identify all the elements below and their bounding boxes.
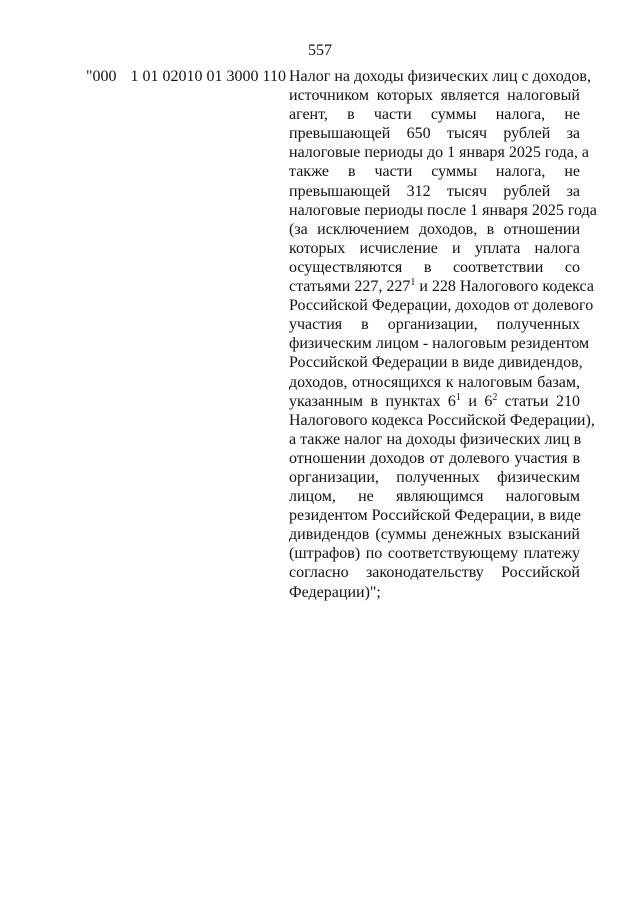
code-description [289, 67, 597, 602]
superscript: 2 [492, 391, 498, 403]
text-segment: и 228 Налогового кодекса [415, 278, 594, 296]
description-line: осуществляются в соответствии со [289, 258, 580, 276]
description-line: согласно законодательству Российской [289, 564, 580, 582]
text-segment: указанным в пунктах 6 [289, 392, 456, 410]
description-line: источником которых является налоговый [289, 87, 580, 105]
description-line: резидентом Российской Федерации, в виде [289, 507, 581, 525]
code-prefix: "000 [86, 68, 117, 85]
description-line: участия в организации, полученных [289, 316, 580, 334]
description-line: дивидендов (суммы денежных взысканий [289, 526, 580, 544]
description-line: (за исключением доходов, в отношении [289, 220, 580, 238]
description-line: Налогового кодекса Российской Федерации), [289, 411, 595, 429]
description-line: которых исчисление и уплата налога [289, 239, 580, 257]
description-line: физическим лицом - налоговым резидентом [289, 335, 590, 353]
description-line: налоговые периоды после 1 января 2025 года [289, 201, 597, 219]
description-line: доходов, относящихся к налоговым базам, [289, 373, 580, 391]
budget-code [86, 67, 286, 86]
description-line: агент, в части суммы налога, не [289, 106, 580, 124]
text-segment: статьи 210 [497, 392, 581, 410]
description-line [289, 277, 594, 296]
description-line: Российской Федерации в виде дивидендов, [289, 354, 583, 372]
superscript: 1 [410, 277, 416, 289]
description-line: Налог на доходы физических лиц с доходов, [289, 68, 591, 85]
description-line: а также налог на доходы физических лиц в [289, 430, 582, 448]
description-line: Российской Федерации, доходов от долевого [289, 297, 594, 315]
description-line: лицом, не являющимся налоговым [289, 488, 580, 506]
kbk-code: 1 01 02010 01 3000 110 [130, 68, 286, 85]
description-line: Федерации)"; [289, 583, 381, 601]
description-line: организации, полученных физическим [289, 468, 580, 486]
text-segment: статьями 227, 227 [289, 278, 411, 296]
description-line: отношении доходов от долевого участия в [289, 449, 580, 467]
description-line: превышающей 312 тысяч рублей за [289, 182, 580, 200]
description-line: налоговые периоды до 1 января 2025 года, а [289, 144, 589, 162]
description-line [289, 392, 580, 411]
description-line: также в части суммы налога, не [289, 163, 580, 181]
superscript: 1 [455, 391, 461, 403]
page-number: 557 [308, 42, 332, 59]
text-segment: и 6 [460, 392, 493, 410]
description-line: (штрафов) по соответствующему платежу [289, 545, 580, 563]
description-line: превышающей 650 тысяч рублей за [289, 125, 580, 143]
